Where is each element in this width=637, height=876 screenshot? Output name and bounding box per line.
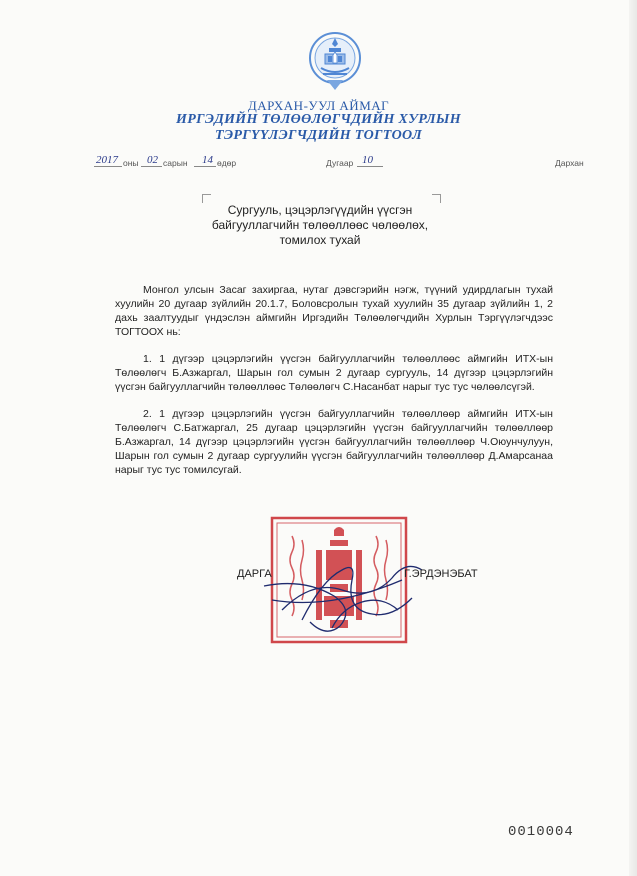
date-year-suffix: оны — [123, 158, 139, 168]
header-aimag: ДАРХАН-УУЛ АЙМАГ — [247, 98, 390, 113]
handwritten-signature — [252, 550, 432, 640]
state-emblem-icon — [307, 28, 363, 96]
city-name: Дархан — [555, 158, 584, 168]
header-resolution-type: ТЭРГҮҮЛЭГЧДИЙН ТОГТООЛ — [215, 128, 422, 143]
paper-edge — [629, 0, 637, 876]
date-day: 14 — [202, 154, 213, 166]
body-preamble: Монгол улсын Засаг захиргаа, нутаг дэвсгэрийн нэгж, түүний удирдлагын тухай хуулийн 20 дугаар зүйлийн 20.1.7, Боловсролын тухай хуулийн 35 дугаар зүйлийн 1, 2 дахь заалтуудыг үндэслэн аймгийн Иргэдийн Төлөөлөгчдийн Хурлын Тэргүүлэгчдээс ТОГТООХ нь: — [115, 284, 553, 338]
number-label: Дугаар — [326, 158, 354, 168]
signatory-role: ДАРГА — [237, 568, 272, 580]
title-line-1: Сургууль, цэцэрлэгүүдийн үүсгэн — [227, 203, 413, 217]
resolution-number: 10 — [362, 154, 373, 166]
date-day-suffix: өдөр — [217, 158, 237, 168]
serial-number: 0010004 — [508, 824, 574, 840]
title-line-3: томилох тухай — [279, 233, 361, 247]
date-year: 2017 — [96, 154, 118, 166]
document-title — [200, 203, 440, 248]
title-line-2: байгууллагчийн төлөөллөөс чөлөөлөх, — [211, 218, 429, 232]
header-council: ИРГЭДИЙН ТӨЛӨӨЛӨГЧДИЙН ХУРЛЫН — [176, 112, 461, 127]
document-body — [115, 283, 553, 490]
title-bracket-left — [202, 194, 211, 203]
date-month-suffix: сарын — [163, 158, 188, 168]
date-month: 02 — [147, 154, 158, 166]
body-clause-1: 1. 1 дүгээр цэцэрлэгийн үүсгэн байгууллагчийн төлөөллөөс аймгийн ИТХ-ын Төлөөлөгч Б.Азжаргал, Шарын гол сумын 2 дугаар сургууль, 14 дүгээр цэцэрлэгийн үүсгэн байгууллагчийн төлөөллөөс Төлөөлөгч С.Насанбат нарыг тус тус чөлөөлсүгэй. — [115, 353, 553, 393]
title-bracket-right — [432, 194, 441, 203]
body-clause-2: 2. 1 дүгээр цэцэрлэгийн үүсгэн байгууллагчийн төлөөллөөр аймгийн ИТХ-ын Төлөөлөгч С.Батжаргал, 25 дугаар цэцэрлэгийн үүсгэн байгууллагчийн төлөөллөөр Б.Азжаргал, 14 дүгээр цэцэрлэгийн үүсгэн байгууллагчийн төлөөллөөр Ч.Оюунчулуун, Шарын гол сумын 2 дугаар сургуулийн үүсгэн байгууллагчийн төлөөллөөр Д.Амарсанаа нарыг тус тус томилсугай. — [115, 408, 553, 476]
signatory-name: Г.ЭРДЭНЭБАТ — [404, 568, 478, 580]
